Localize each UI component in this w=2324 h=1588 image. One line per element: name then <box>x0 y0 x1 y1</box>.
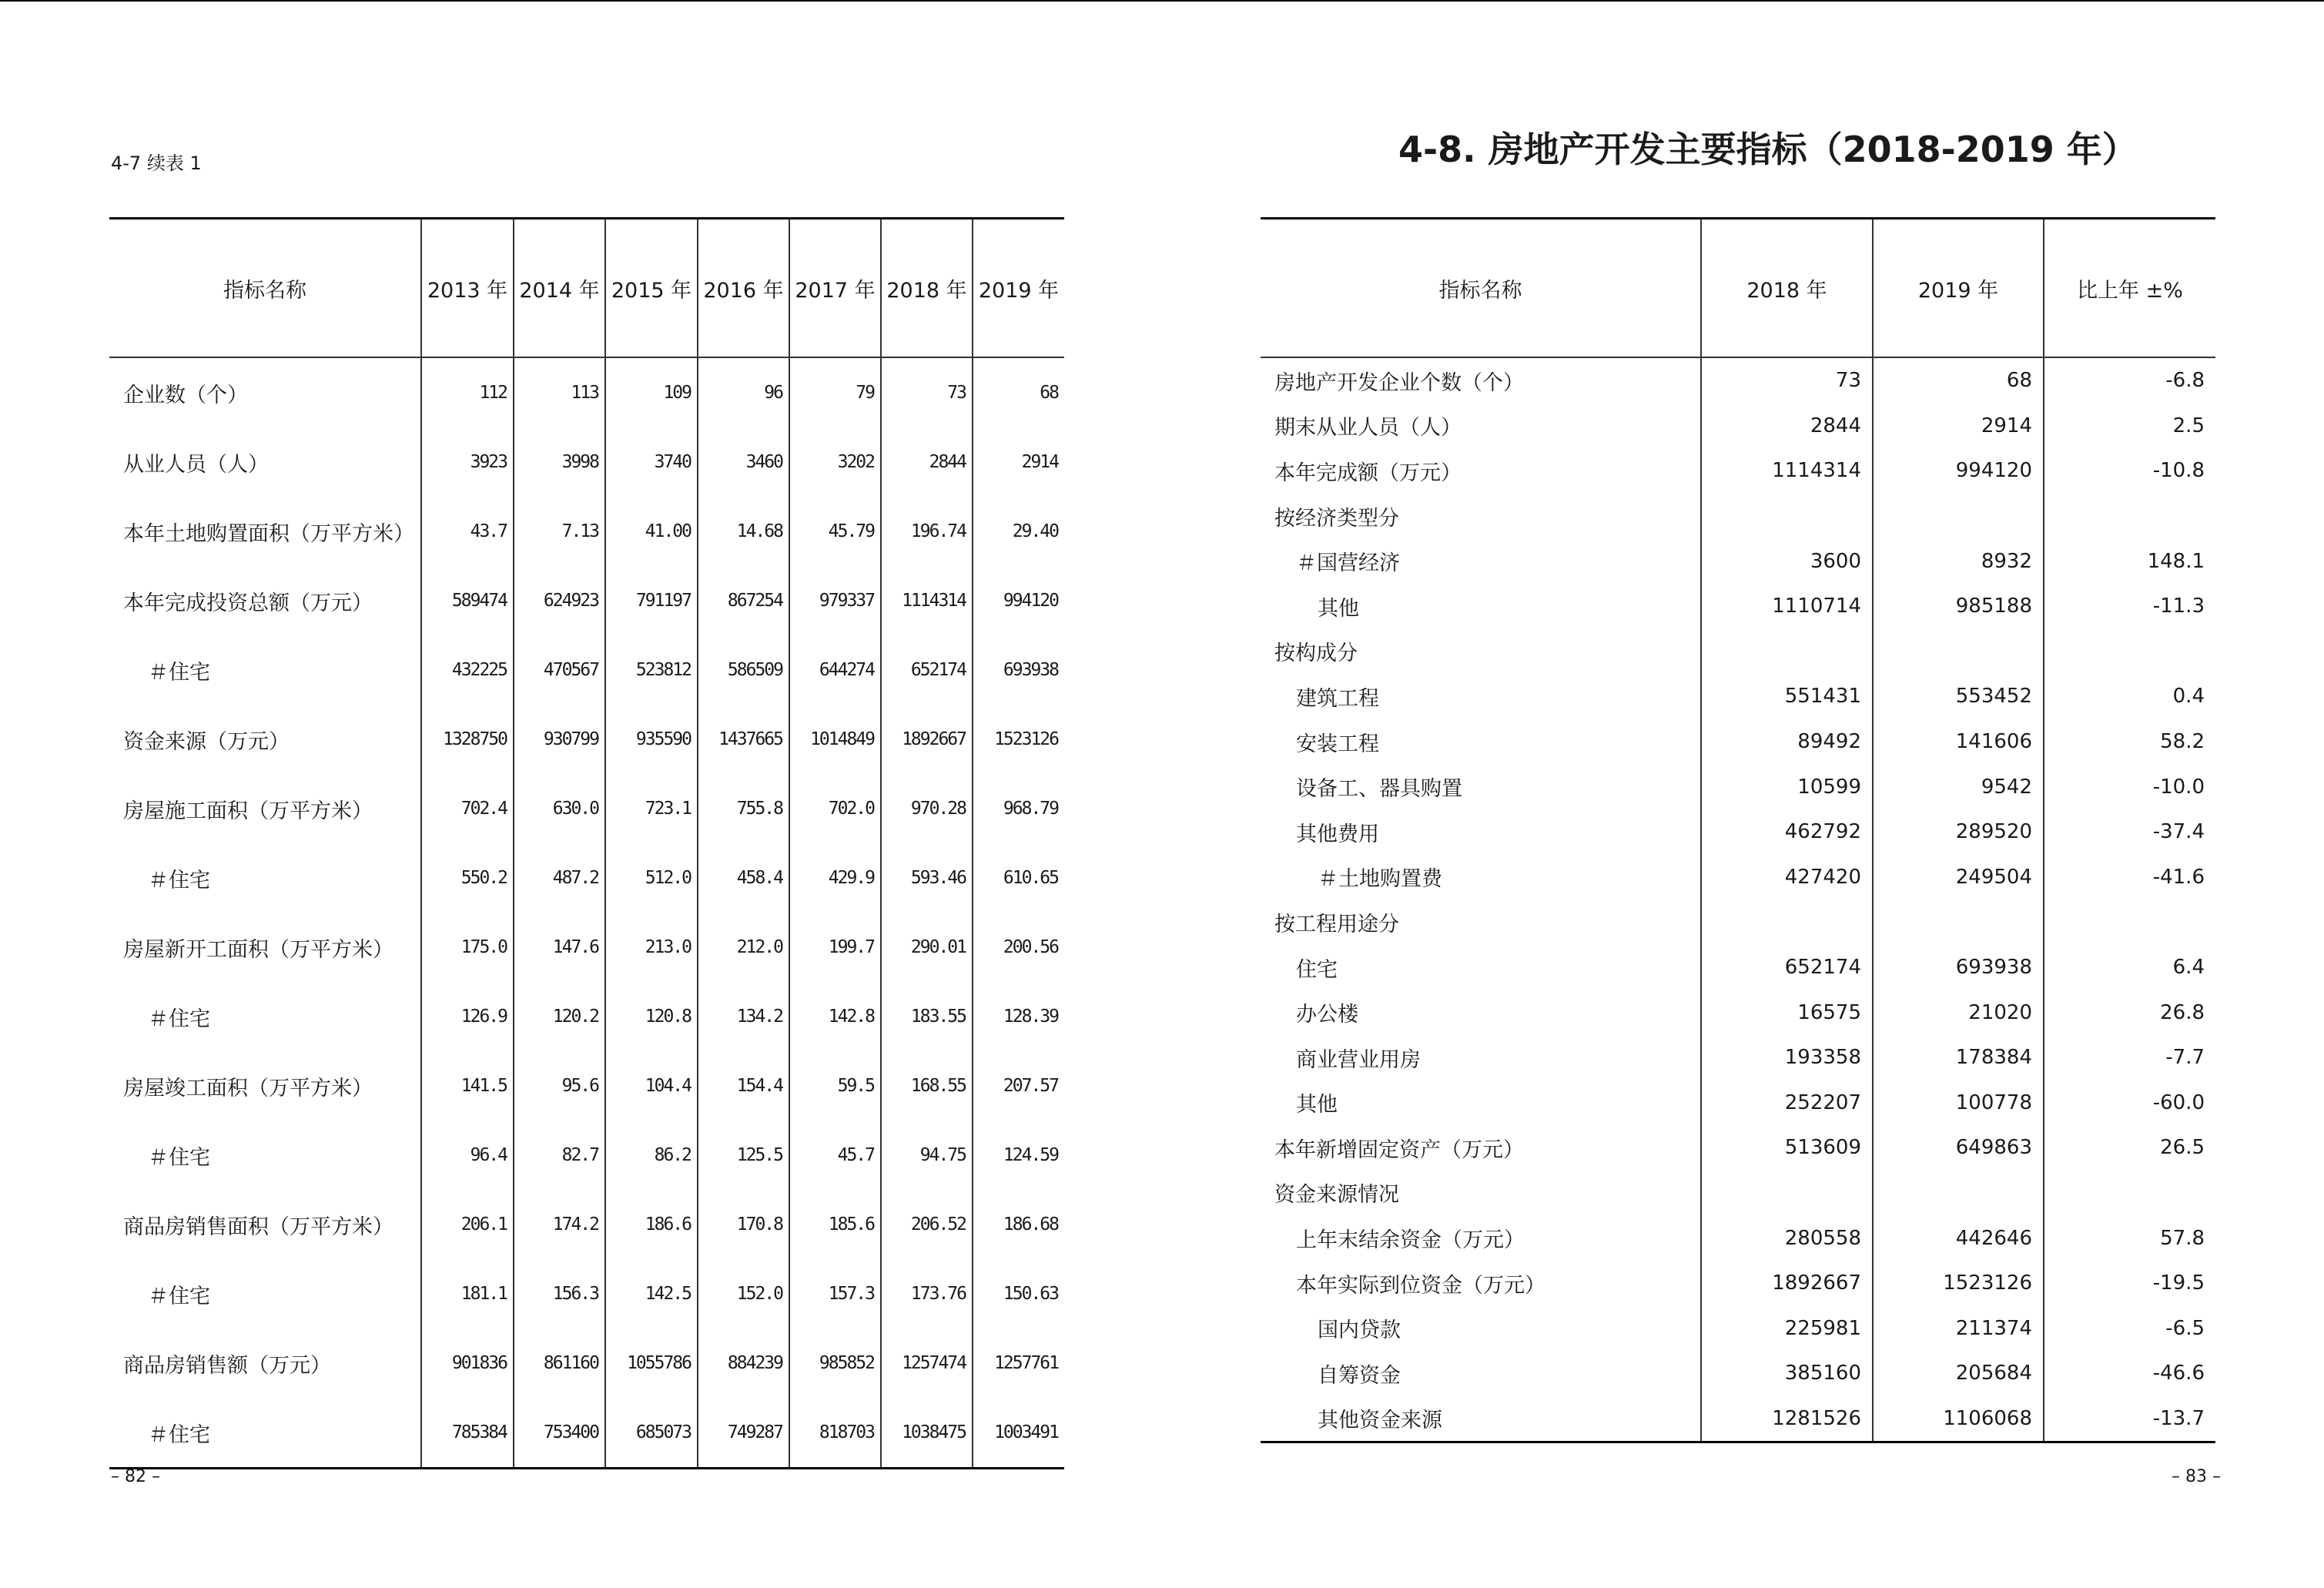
table-row <box>1261 404 2215 449</box>
row-label: 办公楼 <box>1296 1003 1358 1027</box>
cell-value: 26.5 <box>2044 1125 2215 1171</box>
cell-value: 1523126 <box>1873 1261 2044 1306</box>
cell-value: 207.57 <box>973 1051 1064 1121</box>
header-year-2019: 2019 年 <box>973 219 1064 358</box>
cell-value: 181.1 <box>421 1259 514 1328</box>
cell-value: 193358 <box>1701 1035 1873 1080</box>
table-row <box>109 1328 1064 1398</box>
page-number: – 83 – <box>2172 1467 2221 1486</box>
row-label: 本年完成额（万元） <box>1274 461 1462 485</box>
cell-value: 1257474 <box>881 1328 973 1398</box>
cell-value: 427420 <box>1701 855 1873 900</box>
table-row <box>1261 1261 2215 1306</box>
cell-value: 791197 <box>605 566 698 635</box>
table-row <box>1261 809 2215 855</box>
cell-value <box>1701 1171 1873 1216</box>
cell-value: 289520 <box>1873 809 2044 855</box>
cell-value: 693938 <box>1873 945 2044 990</box>
row-label: 房屋竣工面积（万平方米） <box>123 1076 373 1101</box>
table-row <box>1261 674 2215 719</box>
header-indicator-name: 指标名称 <box>1261 219 1701 358</box>
cell-value: -37.4 <box>2044 809 2215 855</box>
cell-value: 9542 <box>1873 764 2044 809</box>
table-row <box>1261 1080 2215 1126</box>
cell-value: 1114314 <box>881 566 973 635</box>
row-label: ＃国营经济 <box>1296 551 1400 576</box>
cell-value: 970.28 <box>881 774 973 843</box>
cell-value: 3460 <box>698 427 789 497</box>
cell-value: 652174 <box>1701 945 1873 990</box>
row-label: 资金来源（万元） <box>123 729 290 754</box>
cell-value: 96.4 <box>421 1121 514 1190</box>
table-row <box>109 1051 1064 1121</box>
cell-value: 199.7 <box>789 913 881 982</box>
cell-value: 168.55 <box>881 1051 973 1121</box>
cell-value <box>1873 1171 2044 1216</box>
row-label: ＃住宅 <box>148 1145 210 1170</box>
cell-value: 45.79 <box>789 497 881 566</box>
cell-value: 1437665 <box>698 705 789 774</box>
cell-value: 186.6 <box>605 1190 698 1259</box>
row-label: ＃住宅 <box>148 1007 210 1031</box>
row-label: 期末从业人员（人） <box>1274 416 1462 441</box>
row-label: 商品房销售额（万元） <box>123 1353 331 1378</box>
cell-value: 442646 <box>1873 1215 2044 1261</box>
cell-value: 935590 <box>605 705 698 774</box>
cell-value: 994120 <box>973 566 1064 635</box>
row-label: 企业数（个） <box>123 383 248 407</box>
header-change-percent: 比上年 ±% <box>2044 219 2215 358</box>
cell-value: 211374 <box>1873 1305 2044 1351</box>
cell-value: 2914 <box>1873 404 2044 449</box>
table-row <box>109 427 1064 497</box>
cell-value: -10.8 <box>2044 448 2215 494</box>
row-label: 按工程用途分 <box>1274 912 1399 936</box>
cell-value: 702.0 <box>789 774 881 843</box>
table-header-row <box>109 219 1064 358</box>
header-year-2017: 2017 年 <box>789 219 881 358</box>
cell-value: 213.0 <box>605 913 698 982</box>
table-row <box>1261 494 2215 539</box>
cell-value: 134.2 <box>698 982 789 1051</box>
cell-value: 142.5 <box>605 1259 698 1328</box>
row-label: 本年实际到位资金（万元） <box>1296 1273 1545 1298</box>
cell-value: 550.2 <box>421 843 514 913</box>
cell-value: 429.9 <box>789 843 881 913</box>
cell-value: 141606 <box>1873 719 2044 765</box>
cell-value: 652174 <box>881 635 973 705</box>
table-row <box>1261 1125 2215 1171</box>
cell-value: 901836 <box>421 1328 514 1398</box>
row-label: 房地产开发企业个数（个） <box>1274 370 1524 395</box>
cell-value: 95.6 <box>514 1051 605 1121</box>
row-label: 本年新增固定资产（万元） <box>1274 1137 1524 1162</box>
cell-value: -6.8 <box>2044 357 2215 404</box>
cell-value: 0.4 <box>2044 674 2215 719</box>
cell-value: 206.52 <box>881 1190 973 1259</box>
row-label: 本年土地购置面积（万平方米） <box>123 521 414 546</box>
cell-value: 109 <box>605 357 698 427</box>
table-header-row <box>1261 219 2215 358</box>
table-row <box>109 982 1064 1051</box>
cell-value: 861160 <box>514 1328 605 1398</box>
cell-value: 170.8 <box>698 1190 789 1259</box>
row-label: ＃土地购置费 <box>1318 867 1442 892</box>
header-year-2018: 2018 年 <box>1701 219 1873 358</box>
cell-value: 205684 <box>1873 1351 2044 1396</box>
cell-value: 1055786 <box>605 1328 698 1398</box>
table-row <box>1261 990 2215 1035</box>
header-year-2018: 2018 年 <box>881 219 973 358</box>
table-row <box>1261 764 2215 809</box>
cell-value: 147.6 <box>514 913 605 982</box>
header-year-2013: 2013 年 <box>421 219 514 358</box>
cell-value: 178384 <box>1873 1035 2044 1080</box>
cell-value: 685073 <box>605 1398 698 1469</box>
cell-value: 142.8 <box>789 982 881 1051</box>
cell-value: 57.8 <box>2044 1215 2215 1261</box>
cell-value: 624923 <box>514 566 605 635</box>
cell-value: -19.5 <box>2044 1261 2215 1306</box>
cell-value: 3600 <box>1701 538 1873 584</box>
cell-value: 157.3 <box>789 1259 881 1328</box>
cell-value: 2844 <box>881 427 973 497</box>
continued-table-label: 4-7 续表 1 <box>111 152 202 174</box>
table-row <box>109 1190 1064 1259</box>
cell-value: 462792 <box>1701 809 1873 855</box>
cell-value: 513609 <box>1701 1125 1873 1171</box>
cell-value: 785384 <box>421 1398 514 1469</box>
cell-value: 156.3 <box>514 1259 605 1328</box>
row-label: ＃住宅 <box>148 1422 210 1447</box>
cell-value: 7.13 <box>514 497 605 566</box>
cell-value: -10.0 <box>2044 764 2215 809</box>
cell-value: 2.5 <box>2044 404 2215 449</box>
cell-value: 94.75 <box>881 1121 973 1190</box>
row-label: 其他费用 <box>1296 822 1379 846</box>
cell-value: 432225 <box>421 635 514 705</box>
cell-value: 206.1 <box>421 1190 514 1259</box>
cell-value <box>1701 900 1873 945</box>
cell-value: 124.59 <box>973 1121 1064 1190</box>
cell-value: 3202 <box>789 427 881 497</box>
cell-value: 82.7 <box>514 1121 605 1190</box>
cell-value: 125.5 <box>698 1121 789 1190</box>
cell-value <box>1701 629 1873 675</box>
cell-value: 120.2 <box>514 982 605 1051</box>
cell-value: 150.63 <box>973 1259 1064 1328</box>
cell-value: 249504 <box>1873 855 2044 900</box>
row-label: 其他 <box>1318 596 1359 621</box>
cell-value: 458.4 <box>698 843 789 913</box>
cell-value: 290.01 <box>881 913 973 982</box>
cell-value: 867254 <box>698 566 789 635</box>
table-row <box>1261 1396 2215 1442</box>
cell-value: 200.56 <box>973 913 1064 982</box>
cell-value: 702.4 <box>421 774 514 843</box>
table-row <box>1261 538 2215 584</box>
cell-value: 89492 <box>1701 719 1873 765</box>
cell-value: 68 <box>973 357 1064 427</box>
row-label: 设备工、器具购置 <box>1296 777 1462 802</box>
cell-value: 930799 <box>514 705 605 774</box>
table-row <box>1261 584 2215 629</box>
cell-value: 985852 <box>789 1328 881 1398</box>
cell-value: 112 <box>421 357 514 427</box>
cell-value: 79 <box>789 357 881 427</box>
row-label: 国内贷款 <box>1318 1318 1401 1343</box>
cell-value: 985188 <box>1873 584 2044 629</box>
cell-value: 1114314 <box>1701 448 1873 494</box>
cell-value: 512.0 <box>605 843 698 913</box>
cell-value: 979337 <box>789 566 881 635</box>
row-label: 上年末结余资金（万元） <box>1296 1228 1525 1253</box>
row-label: 建筑工程 <box>1296 686 1379 711</box>
cell-value: -7.7 <box>2044 1035 2215 1080</box>
cell-value: 212.0 <box>698 913 789 982</box>
cell-value: 3923 <box>421 427 514 497</box>
cell-value: 649863 <box>1873 1125 2044 1171</box>
cell-value: 183.55 <box>881 982 973 1051</box>
cell-value: 29.40 <box>973 497 1064 566</box>
cell-value: 126.9 <box>421 982 514 1051</box>
cell-value: 186.68 <box>973 1190 1064 1259</box>
cell-value: 175.0 <box>421 913 514 982</box>
header-year-2015: 2015 年 <box>605 219 698 358</box>
cell-value: 100778 <box>1873 1080 2044 1126</box>
header-year-2016: 2016 年 <box>698 219 789 358</box>
row-label: 商品房销售面积（万平方米） <box>123 1214 393 1239</box>
cell-value: 749287 <box>698 1398 789 1469</box>
cell-value: 96 <box>698 357 789 427</box>
cell-value: 128.39 <box>973 982 1064 1051</box>
cell-value: 523812 <box>605 635 698 705</box>
cell-value: 1038475 <box>881 1398 973 1469</box>
cell-value: 14.68 <box>698 497 789 566</box>
row-label: 从业人员（人） <box>123 452 269 477</box>
row-label: 房屋新开工面积（万平方米） <box>123 937 393 962</box>
table-row <box>1261 357 2215 404</box>
cell-value: 26.8 <box>2044 990 2215 1035</box>
row-label: ＃住宅 <box>148 1284 210 1308</box>
cell-value: 586509 <box>698 635 789 705</box>
cell-value: 86.2 <box>605 1121 698 1190</box>
row-label: 房屋施工面积（万平方米） <box>123 799 373 823</box>
cell-value: 884239 <box>698 1328 789 1398</box>
cell-value: 21020 <box>1873 990 2044 1035</box>
table-row <box>1261 900 2215 945</box>
cell-value: 3740 <box>605 427 698 497</box>
table-row <box>1261 945 2215 990</box>
cell-value <box>2044 629 2215 675</box>
cell-value: 644274 <box>789 635 881 705</box>
cell-value: 487.2 <box>514 843 605 913</box>
row-label: 住宅 <box>1296 957 1338 982</box>
cell-value: 10599 <box>1701 764 1873 809</box>
cell-value: 1106068 <box>1873 1396 2044 1442</box>
header-year-2014: 2014 年 <box>514 219 605 358</box>
cell-value: 723.1 <box>605 774 698 843</box>
cell-value: 152.0 <box>698 1259 789 1328</box>
cell-value: 185.6 <box>789 1190 881 1259</box>
cell-value: 43.7 <box>421 497 514 566</box>
cell-value: 120.8 <box>605 982 698 1051</box>
cell-value: 1892667 <box>1701 1261 1873 1306</box>
cell-value: 58.2 <box>2044 719 2215 765</box>
cell-value: 610.65 <box>973 843 1064 913</box>
row-label: 其他 <box>1296 1093 1338 1117</box>
cell-value: 551431 <box>1701 674 1873 719</box>
cell-value: 174.2 <box>514 1190 605 1259</box>
cell-value: 1523126 <box>973 705 1064 774</box>
cell-value: 196.74 <box>881 497 973 566</box>
cell-value: 73 <box>1701 357 1873 404</box>
cell-value: 68 <box>1873 357 2044 404</box>
cell-value: 154.4 <box>698 1051 789 1121</box>
table-row <box>109 843 1064 913</box>
cell-value: 553452 <box>1873 674 2044 719</box>
cell-value: 589474 <box>421 566 514 635</box>
cell-value: 59.5 <box>789 1051 881 1121</box>
table-row <box>109 635 1064 705</box>
row-label: ＃住宅 <box>148 660 210 685</box>
cell-value: 1281526 <box>1701 1396 1873 1442</box>
cell-value: 1328750 <box>421 705 514 774</box>
cell-value: 755.8 <box>698 774 789 843</box>
cell-value: 252207 <box>1701 1080 1873 1126</box>
cell-value <box>2044 900 2215 945</box>
row-label: 自筹资金 <box>1318 1363 1401 1388</box>
cell-value: 385160 <box>1701 1351 1873 1396</box>
table-row <box>1261 1305 2215 1351</box>
cell-value: 2844 <box>1701 404 1873 449</box>
row-label: 安装工程 <box>1296 732 1379 756</box>
table-row <box>1261 1171 2215 1216</box>
cell-value: 225981 <box>1701 1305 1873 1351</box>
cell-value: 470567 <box>514 635 605 705</box>
cell-value: -60.0 <box>2044 1080 2215 1126</box>
cell-value: 3998 <box>514 427 605 497</box>
cell-value: 173.76 <box>881 1259 973 1328</box>
table-row <box>1261 448 2215 494</box>
table-row <box>1261 629 2215 675</box>
table-row <box>1261 719 2215 765</box>
cell-value: 1003491 <box>973 1398 1064 1469</box>
row-label: ＃住宅 <box>148 868 210 893</box>
cell-value: 104.4 <box>605 1051 698 1121</box>
cell-value: -41.6 <box>2044 855 2215 900</box>
cell-value <box>1873 494 2044 539</box>
page-title: 4-8. 房地产开发主要指标（2018-2019 年） <box>1398 129 2138 170</box>
cell-value: 753400 <box>514 1398 605 1469</box>
page-number: – 82 – <box>111 1467 160 1486</box>
table-row <box>109 705 1064 774</box>
cell-value: 994120 <box>1873 448 2044 494</box>
row-label: 按经济类型分 <box>1274 506 1399 531</box>
cell-value: 1014849 <box>789 705 881 774</box>
row-label: 资金来源情况 <box>1274 1183 1399 1208</box>
table-row <box>109 497 1064 566</box>
table-row <box>1261 1351 2215 1396</box>
table-row <box>109 1121 1064 1190</box>
cell-value: 45.7 <box>789 1121 881 1190</box>
header-year-2019: 2019 年 <box>1873 219 2044 358</box>
cell-value: 73 <box>881 357 973 427</box>
cell-value: 148.1 <box>2044 538 2215 584</box>
right-data-table <box>1261 217 2215 1443</box>
cell-value: 113 <box>514 357 605 427</box>
cell-value: -46.6 <box>2044 1351 2215 1396</box>
cell-value <box>2044 1171 2215 1216</box>
row-label: 其他资金来源 <box>1318 1409 1442 1433</box>
cell-value: 16575 <box>1701 990 1873 1035</box>
header-indicator-name: 指标名称 <box>109 219 421 358</box>
cell-value <box>1701 494 1873 539</box>
cell-value <box>1873 900 2044 945</box>
cell-value: 693938 <box>973 635 1064 705</box>
cell-value: -6.5 <box>2044 1305 2215 1351</box>
row-label: 商业营业用房 <box>1296 1047 1421 1072</box>
cell-value: 968.79 <box>973 774 1064 843</box>
cell-value: 8932 <box>1873 538 2044 584</box>
table-row <box>109 357 1064 427</box>
row-label: 本年完成投资总额（万元） <box>123 591 373 615</box>
cell-value: 1257761 <box>973 1328 1064 1398</box>
table-row <box>109 913 1064 982</box>
cell-value <box>1873 629 2044 675</box>
cell-value: 1892667 <box>881 705 973 774</box>
table-row <box>1261 1035 2215 1080</box>
left-data-table <box>109 217 1064 1469</box>
cell-value: -13.7 <box>2044 1396 2215 1442</box>
cell-value: 630.0 <box>514 774 605 843</box>
row-label: 按构成分 <box>1274 642 1358 666</box>
table-row <box>109 1259 1064 1328</box>
cell-value: 41.00 <box>605 497 698 566</box>
cell-value: 6.4 <box>2044 945 2215 990</box>
cell-value: 818703 <box>789 1398 881 1469</box>
table-row <box>1261 1215 2215 1261</box>
cell-value: 593.46 <box>881 843 973 913</box>
cell-value: 2914 <box>973 427 1064 497</box>
table-row <box>109 774 1064 843</box>
table-row <box>109 566 1064 635</box>
cell-value: 1110714 <box>1701 584 1873 629</box>
table-row <box>109 1398 1064 1469</box>
cell-value: 141.5 <box>421 1051 514 1121</box>
table-row <box>1261 855 2215 900</box>
cell-value: 280558 <box>1701 1215 1873 1261</box>
cell-value <box>2044 494 2215 539</box>
cell-value: -11.3 <box>2044 584 2215 629</box>
